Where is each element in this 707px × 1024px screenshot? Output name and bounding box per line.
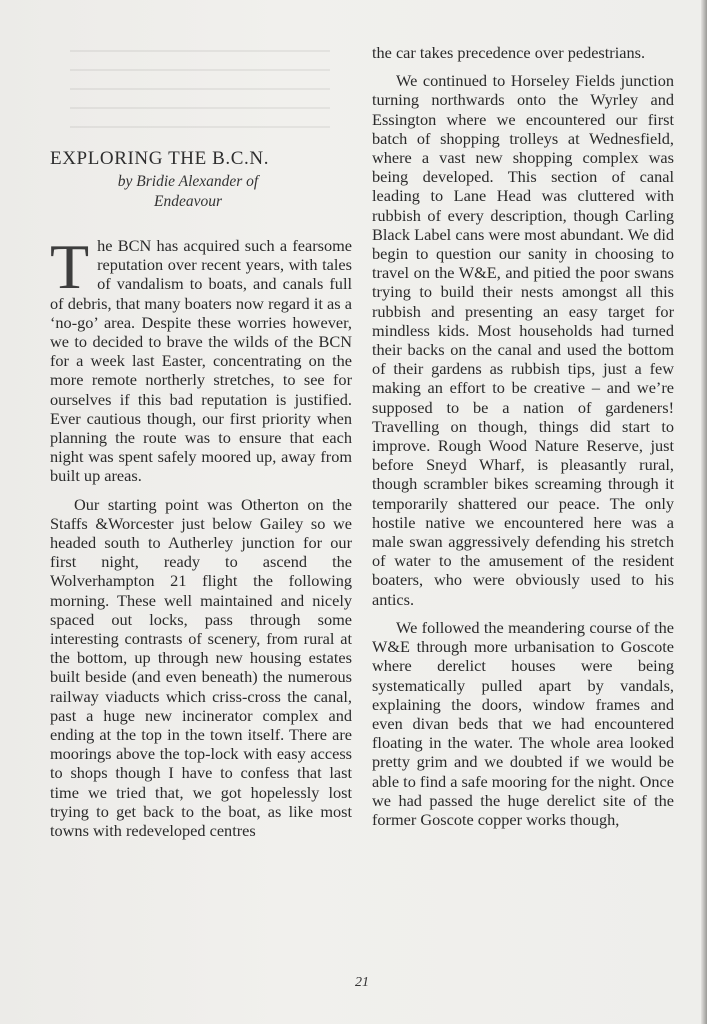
page-number: 21: [355, 975, 369, 990]
paragraph-2: Our starting point was Otherton on the Staffs &Worcester just below Gailey so we headed south to Autherley junction for our first night, ready to ascend the Wolverhampton 21 flight the following morning. These well maintained and nicely spaced out locks, pass through some interesting contrasts of scenery, from rural at the bottom, up through new housing estates built beside (and even beneath) the numerous railway viaducts which criss-cross the canal, past a huge new incinerator complex and ending at the top in the town itself. There are moorings above the top-lock with easy access to shops though I have to confess that last time we tried that, we got hopelessly lost trying to get back to the boat, as like most towns with redeveloped centres: [50, 494, 352, 841]
paragraph-3: We continued to Horseley Fields junction turning northwards onto the Wyrley and Essington where we encountered our first batch of shopping trolleys at Wednesfield, where a vast new shopping complex was being developed. This section of canal leading to Lane Head was cluttered with rubbish of every description, though Carling Black Label cans were most abundant. We did begin to question our sanity in choosing to travel on the W&E, and pitied the poor swans trying to build their nests amongst all this rubbish and presenting an easy target for mindless kids. Most households had turned their backs on the canal and used the bottom of their gardens as rubbish tips, just a few making an effort to be creative – and we’re supposed to be a nation of gardeners! Travelling on though, things did start to improve. Rough Wood Nature Reserve, just before Sneyd Wharf, is pleasantly rural, though scrambler bikes screaming through it temporarily shattered our peace. The only hostile native we encountered here was a male swan aggressively defending his stretch of water to the amusement of the resident boaters, who were obviously used to his antics.: [372, 71, 674, 609]
article-title: EXPLORING THE B.C.N.: [50, 148, 270, 169]
paragraph-1-text: he BCN has acquired such a fearsome reputation over recent years, with tales of vandalism to boats, and canals full of debris, that many boaters now regard it as a ‘no-go’ area. Despite these worries however, we to decided to brave the wilds of the BCN for a week last Easter, concentrating on the more remote northerly stretches, to see for ourselves if this bad reputation is justified. Ever cautious though, our first priority when planning the route was to ensure that each night was spent safely moored up, away from built up areas.: [50, 236, 352, 486]
paragraph-2-continued: the car takes precedence over pedestrians.: [372, 43, 646, 62]
byline-author: by Bridie Alexander of: [117, 173, 259, 190]
right-column: [372, 43, 674, 829]
paragraph-1: [50, 231, 352, 486]
drop-cap: T: [50, 231, 90, 302]
page-spine-shadow: [701, 0, 707, 1024]
paragraph-4: We followed the meandering course of the W&E through more urbanisation to Goscote where derelict houses were being systematically pulled apart by vandals, explaining the doors, window frames and even divan beds that we had encountered floating in the water. The whole area looked pretty grim and we doubted if we would be able to find a safe mooring for the night. Once we had passed the huge derelict site of the former Goscote copper works though,: [372, 617, 675, 829]
show-through-text: [70, 50, 330, 130]
left-column: [50, 231, 352, 841]
article-byline: [60, 172, 316, 212]
byline-boat: Endeavour: [153, 193, 222, 210]
